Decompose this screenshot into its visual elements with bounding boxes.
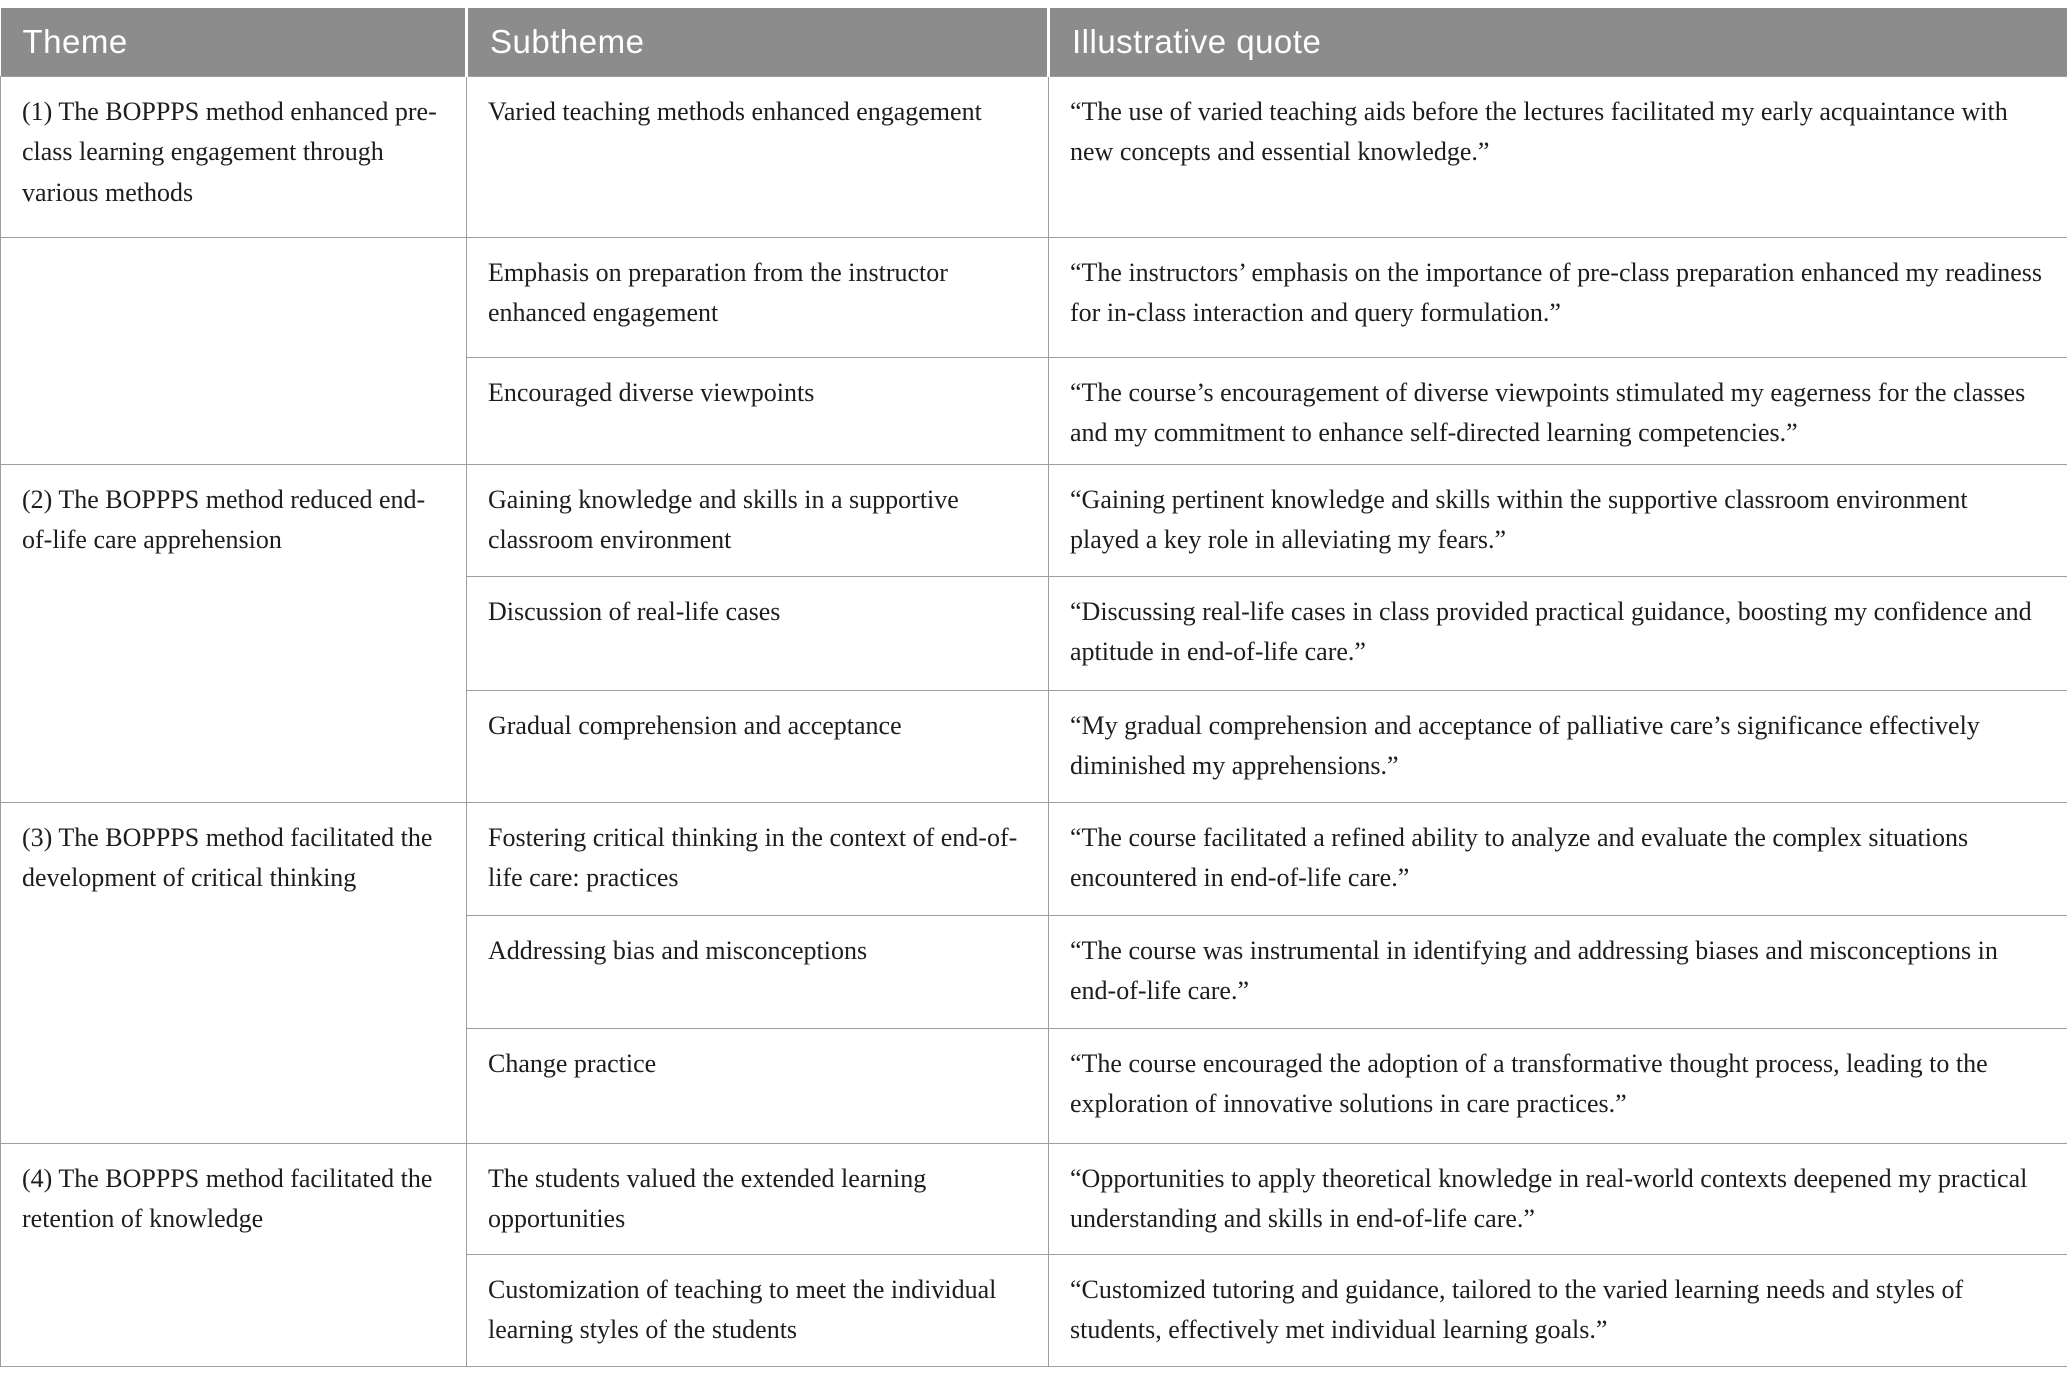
subtheme-cell: Change practice (467, 1029, 1049, 1144)
subtheme-cell: Gradual comprehension and acceptance (467, 691, 1049, 803)
quote-cell: “The course facilitated a refined ability to analyze and evaluate the complex situations encountered in end-of-life care.” (1049, 803, 2067, 916)
themes-table (0, 8, 2067, 1367)
quote-cell: “Opportunities to apply theoretical knowledge in real-world contexts deepened my practical understanding and skills in end-of-life care.” (1049, 1144, 2067, 1255)
quote-cell: “My gradual comprehension and acceptance of palliative care’s significance effectively diminished my apprehensions.” (1049, 691, 2067, 803)
quote-cell: “Customized tutoring and guidance, tailored to the varied learning needs and styles of students, effectively met individual learning goals.” (1049, 1255, 2067, 1367)
column-header-subtheme: Subtheme (467, 8, 1049, 77)
header-row (1, 8, 2067, 77)
subtheme-cell: Addressing bias and misconceptions (467, 916, 1049, 1029)
quote-cell: “The use of varied teaching aids before the lectures facilitated my early acquaintance with new concepts and essential knowledge.” (1049, 77, 2067, 238)
column-header-illustrative-quote: Illustrative quote (1049, 8, 2067, 77)
subtheme-cell: Gaining knowledge and skills in a supportive classroom environment (467, 465, 1049, 577)
subtheme-cell: Varied teaching methods enhanced engagement (467, 77, 1049, 238)
quote-cell: “Gaining pertinent knowledge and skills within the supportive classroom environment played a key role in alleviating my fears.” (1049, 465, 2067, 577)
subtheme-cell: The students valued the extended learning opportunities (467, 1144, 1049, 1255)
quote-cell: “Discussing real-life cases in class provided practical guidance, boosting my confidence and aptitude in end-of-life care.” (1049, 577, 2067, 691)
quote-cell: “The course’s encouragement of diverse viewpoints stimulated my eagerness for the classes and my commitment to enhance self-directed learning competencies.” (1049, 358, 2067, 465)
table-row (1, 77, 2067, 238)
subtheme-cell: Discussion of real-life cases (467, 577, 1049, 691)
table-row (1, 465, 2067, 577)
subtheme-cell: Customization of teaching to meet the individual learning styles of the students (467, 1255, 1049, 1367)
theme-cell-empty (1, 238, 467, 465)
quote-cell: “The instructors’ emphasis on the importance of pre-class preparation enhanced my readiness for in-class interaction and query formulation.” (1049, 238, 2067, 358)
table-row (1, 1144, 2067, 1255)
subtheme-cell: Fostering critical thinking in the context of end-of-life care: practices (467, 803, 1049, 916)
theme-cell: (4) The BOPPPS method facilitated the retention of knowledge (1, 1144, 467, 1367)
theme-cell: (1) The BOPPPS method enhanced pre-class learning engagement through various methods (1, 77, 467, 238)
subtheme-cell: Emphasis on preparation from the instructor enhanced engagement (467, 238, 1049, 358)
column-header-theme: Theme (1, 8, 467, 77)
theme-cell: (2) The BOPPPS method reduced end-of-life care apprehension (1, 465, 467, 803)
theme-cell: (3) The BOPPPS method facilitated the development of critical thinking (1, 803, 467, 1144)
quote-cell: “The course encouraged the adoption of a transformative thought process, leading to the exploration of innovative solutions in care practices.” (1049, 1029, 2067, 1144)
subtheme-cell: Encouraged diverse viewpoints (467, 358, 1049, 465)
table-row (1, 803, 2067, 916)
table-row (1, 238, 2067, 358)
quote-cell: “The course was instrumental in identifying and addressing biases and misconceptions in end-of-life care.” (1049, 916, 2067, 1029)
